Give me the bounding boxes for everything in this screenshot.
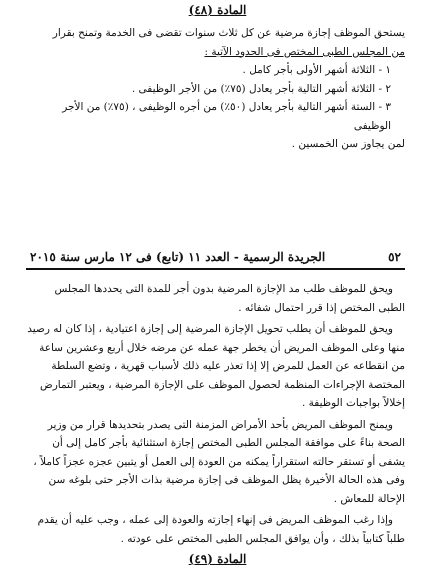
page-separator: [0, 218, 435, 244]
list-item: ٢ - الثلاثة أشهر التالية بأجر يعادل (٧٥٪) من الأجر الوظيفى .: [131, 82, 391, 95]
list-item: ١ - الثلاثة أشهر الأولى بأجر كامل .: [242, 64, 391, 76]
gazette-info: الجريدة الرسمية - العدد ١١ (تابع) فى ١٢ مارس سنة ٢٠١٥: [30, 250, 326, 264]
paragraph: ويحق للموظف طلب مد الإجازة المرضية بدون أجر للمدة التى يحددها المجلس الطبى المختص إذا قرر احتمال شفائه .: [54, 283, 405, 314]
paragraph: وإذا رغب الموظف المريض فى إنهاء إجازته والعودة إلى عمله ، وجب عليه أن يقدم طلباً كتابياً بذلك ، وأن يوافق المجلس الطبى المختص على عودته .: [37, 514, 405, 545]
paragraph: ويحق للموظف أن يطلب تحويل الإجازة المرضية إلى إجازة اعتيادية ، إذا كان له رصيد منها وعلى الموظف المريض أن يخطر جهة عمله عن مرضه خلال أربع وعشرين ساعة من انقطاعه عن العمل للمرض إلا إذا تعذر عليه ذلك لأسباب قهرية ، وتضع السلطة المختصة الإجراءات المنظمة لحصول الموظف على الإجازة المرضية ، ويعتبر التمارض إخلالاً بواجبات الوظيفة .: [27, 323, 405, 409]
paragraph: ويمنح الموظف المريض بأحد الأمراض المزمنة التى يصدر بتحديدها قرار من وزير الصحة بناءً على موافقة المجلس الطبى المختص إجازة استثنائية بأجر كامل إلى أن يشفى أو تستقر حالته استقراراً يمكنه من العودة إلى العمل أو يتبين عجزه عجزاً كاملاً ، وفى هذه الحالة الأخيرة يظل الموظف فى إجازة مرضية بذات الأجر حتى بلوغه سن الإحالة للمعاش .: [33, 418, 405, 505]
page-number: ٥٢: [388, 250, 401, 264]
article-48-body: [0, 24, 435, 154]
list-item: ٣ - الستة أشهر التالية بأجر يعادل (٥٠٪) من أجره الوظيفى ، (٧٥٪) من الأجر الوظيفى: [62, 101, 391, 132]
article-49-title: المادة (٤٩): [188, 552, 247, 566]
gazette-header: [26, 246, 405, 270]
intro-line: من المجلس الطبى المختص فى الحدود الآتية :: [204, 45, 405, 58]
list-item: لمن يجاوز سن الخمسين .: [291, 138, 405, 150]
bottom-page: [0, 246, 435, 567]
intro-line: يستحق الموظف إجازة مرضية عن كل ثلاث سنوات تقضى فى الخدمة وتمنح بقرار: [52, 27, 405, 39]
article-48-continued: [0, 280, 435, 548]
article-48-title: المادة (٤٨): [188, 3, 247, 17]
